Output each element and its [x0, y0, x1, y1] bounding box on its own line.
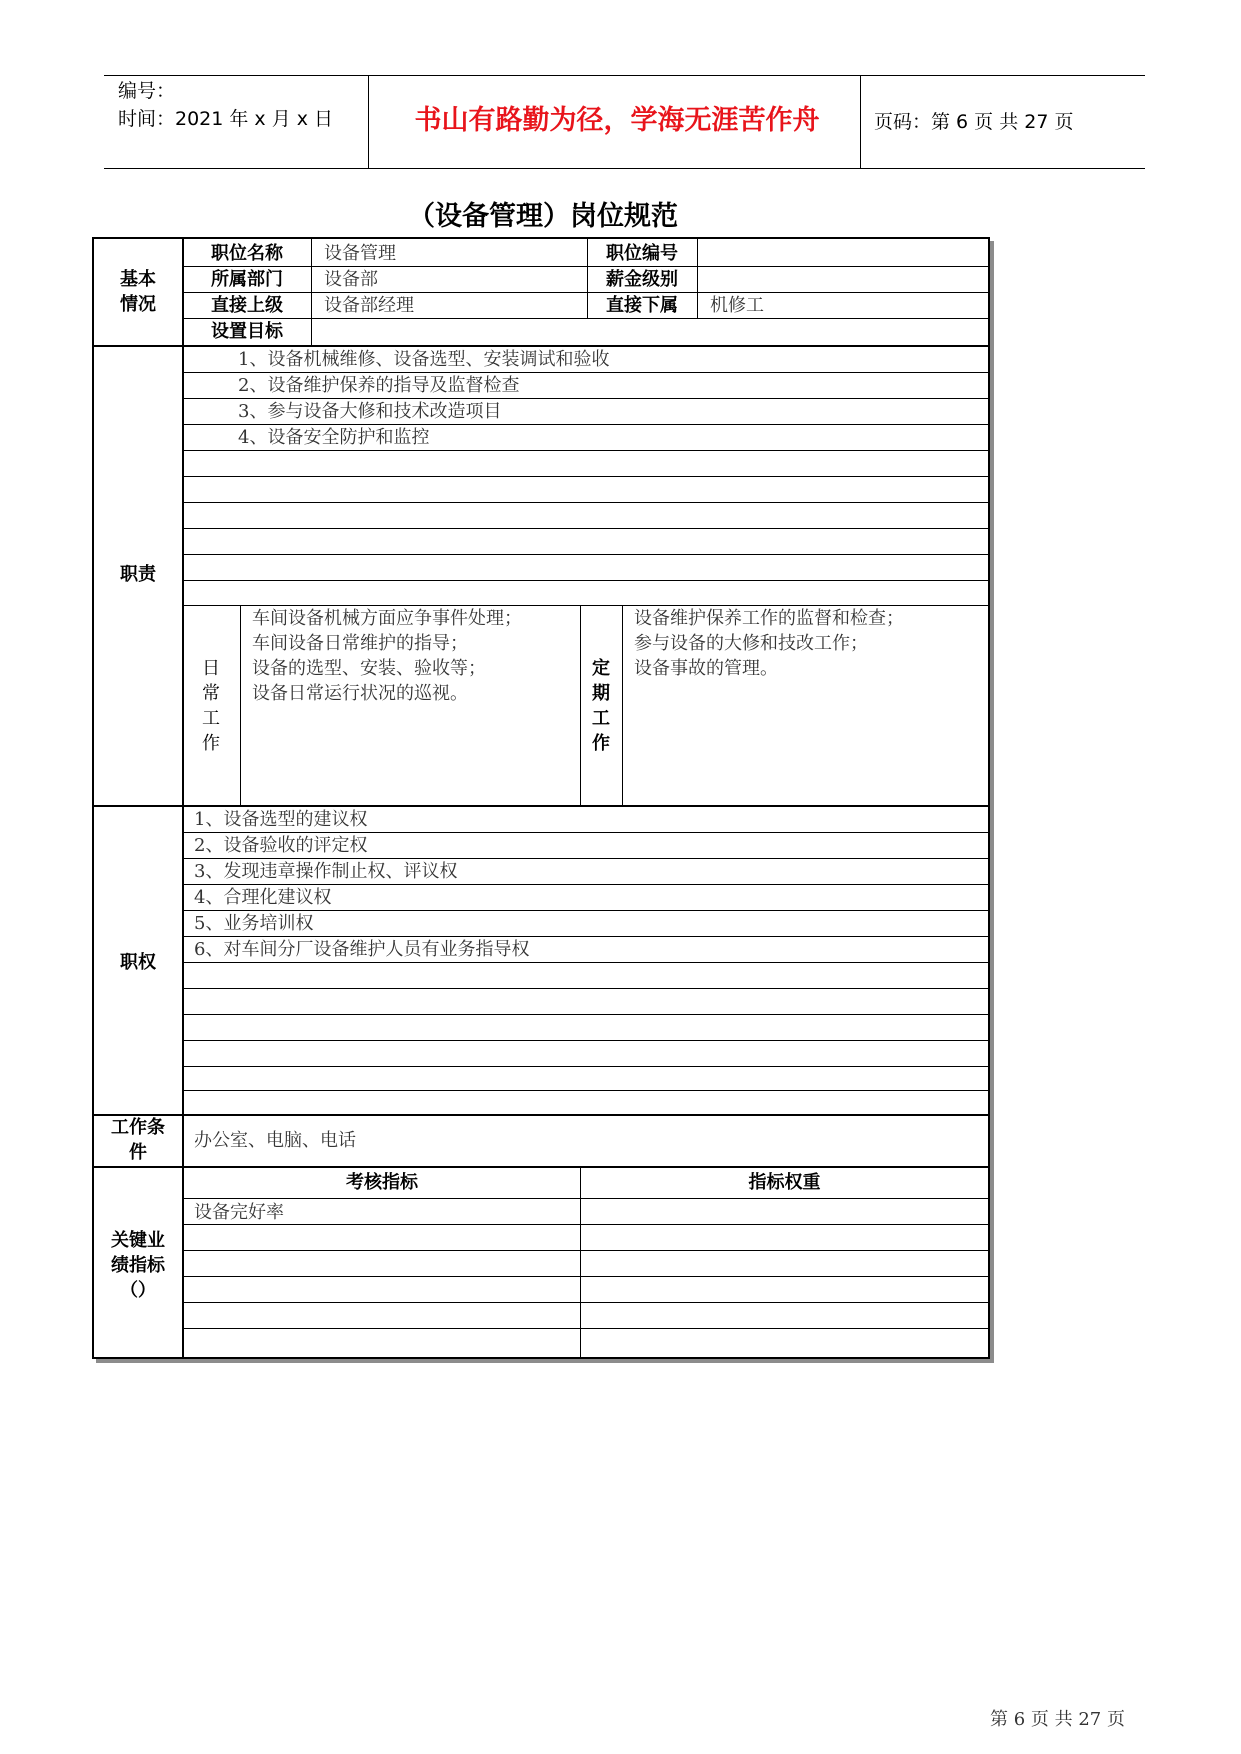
row-line: [183, 1250, 990, 1251]
post-no-label: 职位编号: [606, 243, 678, 264]
row-line: [183, 502, 990, 503]
row-line: [183, 1276, 990, 1277]
superior-label: 直接上级: [211, 295, 283, 316]
daily-work-text: 车间设备机械方面应争事件处理； 车间设备日常维护的指导； 设备的选型、安装、验收等； 设备日常运行状况的巡视。: [252, 608, 522, 704]
authority-item: 4、合理化建议权: [194, 887, 332, 908]
kpi-weight-header: 指标权重: [748, 1172, 821, 1193]
periodic-work-label: 定 期 工 作: [592, 658, 610, 754]
header-top-rule: [104, 75, 1145, 76]
motto: 书山有路勤为径，学海无涯苦作舟: [414, 105, 820, 136]
section-separator: [92, 1166, 990, 1168]
time-label: 时间：2021 年 x 月 x 日: [118, 108, 334, 130]
periodic-work-text: 设备维护保养工作的监督和检查； 参与设备的大修和技改工作； 设备事故的管理。: [634, 608, 904, 679]
kpi-row-indicator: 设备完好率: [194, 1202, 284, 1223]
row-line: [183, 988, 990, 989]
dept-value: 设备部: [324, 269, 378, 290]
basic-section-text: 基本 情况: [120, 269, 156, 315]
col-line: [697, 239, 698, 319]
authority-item: 5、业务培训权: [194, 913, 314, 934]
kpi-indicator-header: 考核指标: [346, 1172, 418, 1193]
row-line: [183, 1014, 990, 1015]
duties-section-label: 职责: [120, 564, 156, 585]
page-footer: 第 6 页 共 27 页: [990, 1709, 1125, 1730]
authority-item: 6、对车间分厂设备维护人员有业务指导权: [194, 939, 530, 960]
row-line: [183, 450, 990, 451]
authority-section-label: 职权: [120, 952, 156, 973]
conditions-section-label: 工作条 件: [111, 1117, 165, 1163]
row-line: [183, 1090, 990, 1091]
col-line: [622, 606, 623, 805]
authority-item: 3、发现违章操作制止权、评议权: [194, 861, 458, 882]
header-divider-left: [368, 75, 369, 169]
document-title: （设备管理）岗位规范: [408, 201, 678, 232]
basic-section-label: [96, 267, 180, 317]
superior-value: 设备部经理: [324, 295, 414, 316]
salary-label: 薪金级别: [606, 269, 678, 290]
header-bottom-rule: [104, 168, 1145, 169]
col-line: [240, 606, 241, 805]
row-line: [183, 476, 990, 477]
dept-label: 所属部门: [211, 269, 283, 290]
row-line: [183, 962, 990, 963]
row-line: [183, 1040, 990, 1041]
goal-label: 设置目标: [211, 321, 283, 342]
row-line: [183, 580, 990, 581]
col-line: [580, 606, 581, 805]
row-line: [183, 528, 990, 529]
duty-item: 1、设备机械维修、设备选型、安装调试和验收: [238, 349, 610, 370]
page-label: 页码：第 6 页 共 27 页: [874, 111, 1074, 133]
duty-item: 4、设备安全防护和监控: [238, 427, 430, 448]
post-name-label: 职位名称: [211, 243, 283, 264]
subordinate-label: 直接下属: [606, 295, 678, 316]
row-line: [183, 1224, 990, 1225]
authority-item: 1、设备选型的建议权: [194, 809, 368, 830]
section-separator: [92, 1114, 990, 1116]
post-name-value: 设备管理: [324, 243, 396, 264]
conditions-text: 办公室、电脑、电话: [194, 1130, 356, 1151]
col-line: [311, 239, 312, 345]
row-line: [183, 1302, 990, 1303]
row-line: [183, 1066, 990, 1067]
duty-item: 3、参与设备大修和技术改造项目: [238, 401, 502, 422]
row-line: [183, 1198, 990, 1199]
serial-label: 编号：: [118, 80, 176, 102]
daily-work-label: 日 常 工 作: [202, 658, 220, 754]
subordinate-value: 机修工: [710, 295, 764, 316]
kpi-section-label: 关键业 绩指标 （）: [111, 1230, 165, 1301]
duty-item: 2、设备维护保养的指导及监督检查: [238, 375, 520, 396]
row-line: [183, 1328, 990, 1329]
authority-item: 2、设备验收的评定权: [194, 835, 368, 856]
row-line: [183, 554, 990, 555]
